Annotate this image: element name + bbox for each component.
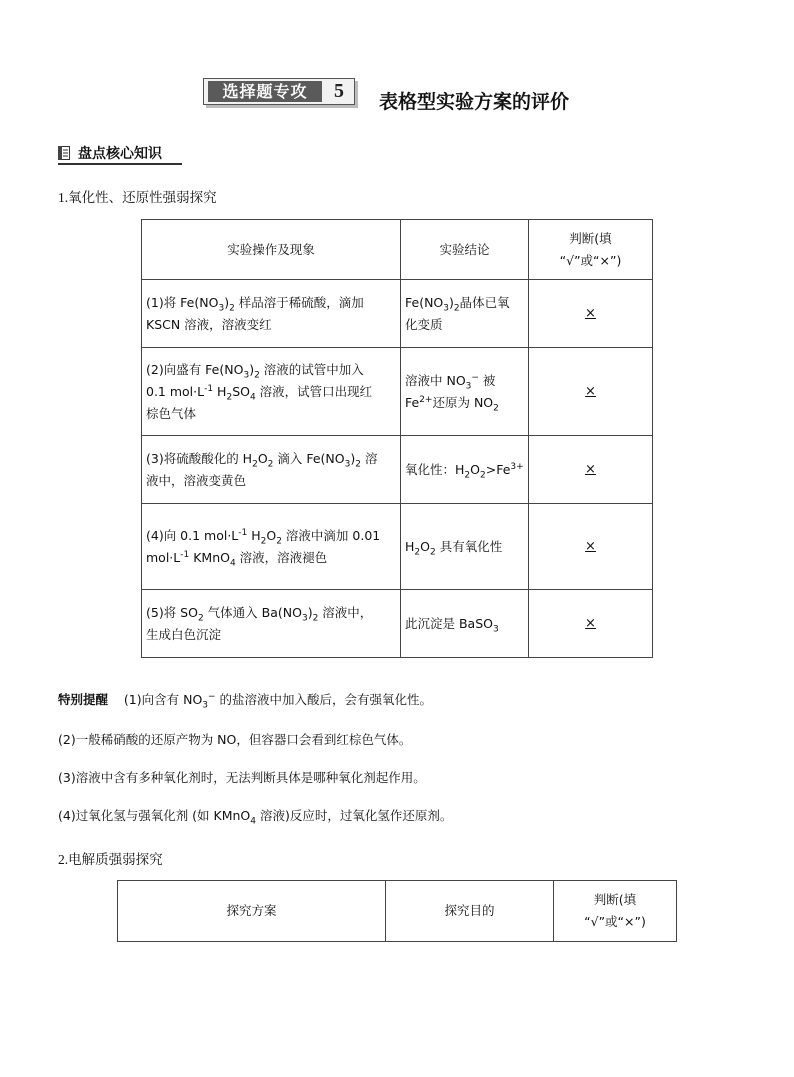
table-header-row xyxy=(142,220,653,280)
table-row xyxy=(142,348,653,436)
col-header-judge-line1: 判断(填 xyxy=(593,892,637,907)
page-title: 表格型实验方案的评价 xyxy=(379,91,570,113)
operation-cell: (5)将 $SO_2$ 气体通入 $Ba(NO_3)_2$ 溶液中， 生成白色沉淀 xyxy=(142,590,401,658)
judge-cell: × xyxy=(529,504,653,590)
col-header-judge-line2: “√”或“×”) xyxy=(559,252,622,268)
conclusion-cell: $H_2O_2$ 具有氧化性 xyxy=(401,504,529,590)
judge-cell: × xyxy=(529,348,653,436)
electrolyte-table xyxy=(117,880,677,942)
special-note-label: 特别提醒 xyxy=(58,692,109,707)
col-header-plan: 探究方案 xyxy=(118,881,386,942)
part1-heading-number: 1. xyxy=(58,190,69,205)
col-header-judge xyxy=(529,220,653,280)
special-note-4: (4)过氧化氢与强氧化剂 (如 KMnO$_4$ 溶液)反应时，过氧化氢作还原剂。 xyxy=(58,808,453,827)
table-row xyxy=(142,504,653,590)
special-note-2: (2)一般稀硝酸的还原产物为 NO，但容器口会看到红棕色气体。 xyxy=(58,732,412,747)
operation-cell: (3)将硫酸酸化的 $H_2O_2$ 滴入 $Fe(NO_3)_2$ 溶 液中，溶液变黄色 xyxy=(142,436,401,504)
judge-cell: × xyxy=(529,436,653,504)
document-icon xyxy=(58,146,70,160)
topic-badge-label: 选择题专攻 xyxy=(208,81,322,102)
judge-cell: × xyxy=(529,280,653,348)
conclusion-cell: $Fe(NO_3)_2$晶体已氧 化变质 xyxy=(401,280,529,348)
conclusion-cell: 溶液中 $NO_3^-$ 被 $Fe^{2+}$还原为 $NO_2$ xyxy=(401,348,529,436)
part2-heading xyxy=(58,848,163,868)
col-header-operation: 实验操作及现象 xyxy=(142,220,401,280)
conclusion-cell: 此沉淀是 BaSO$_3$ xyxy=(401,590,529,658)
col-header-conclusion: 实验结论 xyxy=(401,220,529,280)
redox-table xyxy=(141,219,653,658)
topic-badge-number: 5 xyxy=(334,80,344,102)
col-header-purpose: 探究目的 xyxy=(386,881,554,942)
part2-heading-text: 电解质强弱探究 xyxy=(68,852,163,868)
section-underline xyxy=(58,163,182,165)
col-header-judge-line2: “√”或“×”) xyxy=(584,914,646,929)
special-note-3: (3)溶液中含有多种氧化剂时，无法判断具体是哪种氧化剂起作用。 xyxy=(58,770,426,785)
operation-cell: (4)向 0.1 $mol\cdot L^{-1}$ $H_2O_2$ 溶液中滴加 0.01 $mol\cdot L^{-1}$ KMnO$_4$ 溶液，溶液褪色 xyxy=(142,504,401,590)
table-row xyxy=(142,280,653,348)
operation-cell: (1)将 $Fe(NO_3)_2$ 样品溶于稀硫酸，滴加 KSCN 溶液，溶液变红 xyxy=(142,280,401,348)
col-header-judge-line1: 判断(填 xyxy=(569,230,612,246)
operation-cell: (2)向盛有 $Fe(NO_3)_2$ 溶液的试管中加入 0.1 $mol\cdot L^{-1}$ $H_2SO_4$ 溶液，试管口出现红 棕色气体 xyxy=(142,348,401,436)
conclusion-cell: 氧化性：$H_2O_2>Fe^{3+}$ xyxy=(401,436,529,504)
table-row xyxy=(142,590,653,658)
special-note-1: 特别提醒 (1)向含有 $NO_3^-$ 的盐溶液中加入酸后，会有强氧化性。 xyxy=(58,691,433,711)
topic-badge xyxy=(203,78,355,105)
table-row xyxy=(142,436,653,504)
part1-heading xyxy=(58,186,217,206)
table-header-row xyxy=(118,881,677,942)
judge-cell: × xyxy=(529,590,653,658)
part1-heading-text: 氧化性、还原性强弱探究 xyxy=(68,190,217,206)
part2-heading-number: 2. xyxy=(58,852,69,867)
section-title: 盘点核心知识 xyxy=(78,146,162,162)
col-header-judge xyxy=(554,881,677,942)
